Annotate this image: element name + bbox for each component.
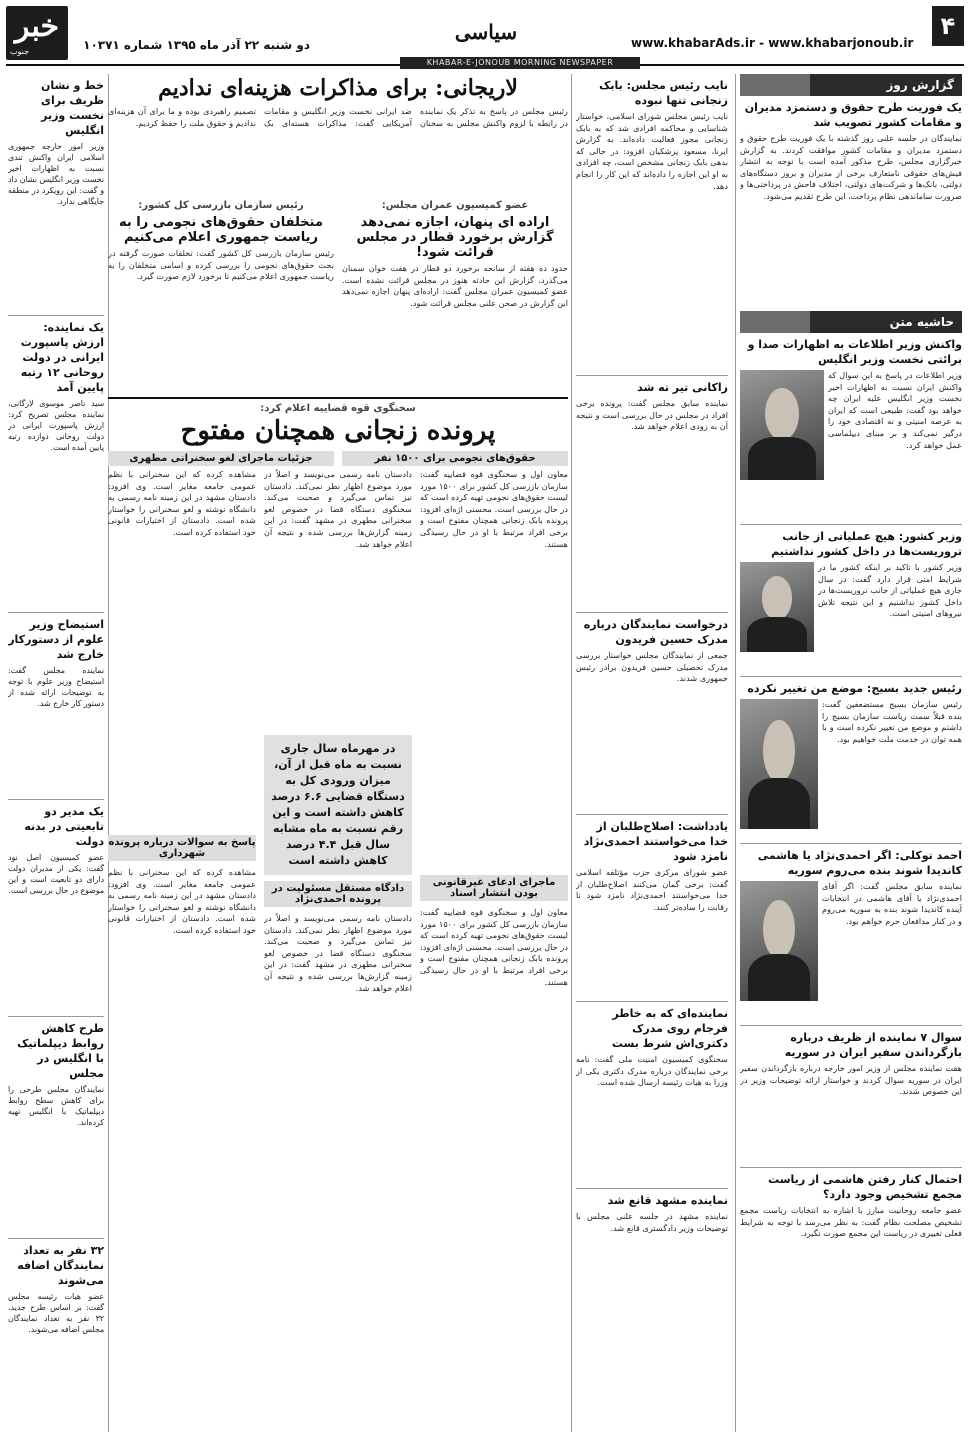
divider: [576, 612, 728, 613]
tavakoli-photo: [740, 881, 818, 1001]
brief-body: عضو هیات رئیسه مجلس گفت: بر اساس طرح جدید، ۳۲ نفر به تعداد نمایندگان مجلس اضافه می‌شوند.: [8, 1292, 104, 1334]
report-of-day-header: گزارش روز: [740, 74, 962, 96]
divider: [740, 676, 962, 677]
brief-body: عضو کمیسیون اصل نود گفت: یکی از مدیران دولت دارای دو تابعیت است و این موضوع در حال بررسی است.: [8, 853, 104, 895]
lead-headline[interactable]: لاریجانی: برای مذاکرات هزینه‌ای ندادیم: [158, 75, 518, 101]
article-headline[interactable]: درخواست نمایندگان درباره مدرک حسین فریدون: [583, 618, 728, 646]
lead-body: رئیس مجلس در پاسخ به تذکر یک نماینده در رابطه با لزوم واکنش مجلس به سخنان ضد ایرانی نخست وزیر انگلیس و مقامات آمریکایی گفت: مذاکرات هسته‌ای یک تصمیم راهبردی بوده و ما برای آن هزینه‌ای ندادیم و حقوق ملت را حفظ کردیم.: [108, 106, 568, 128]
divider: [576, 1001, 728, 1002]
subhead-tag: حقوق‌های نجومی برای ۱۵۰۰ نفر: [342, 451, 568, 466]
big-story-body: مشاهده کرده که این سخنرانی با نظم عمومی جامعه مغایر است. وی افزود: دادستان مشهد در این زمینه نامه رسمی به دانشگاه نوشته و لغو سخنرانی را خواستار شده است. دادستان از اختیارات قانونی خود استفاده کرده است.: [108, 867, 256, 935]
divider: [8, 1016, 104, 1017]
issue-date: دو شنبه ۲۲ آذر ماه ۱۳۹۵ شماره ۱۰۳۷۱: [83, 38, 310, 52]
big-story-col-b: [264, 469, 412, 1289]
page-number: ۴: [932, 6, 964, 46]
divider: [740, 524, 962, 525]
divider: [740, 1167, 962, 1168]
story-body: رئیس سازمان بازرسی کل کشور گفت: تخلفات صورت گرفته در بحث حقوق‌های نجومی را بررسی کرده و اسامی متخلفان را به ریاست جمهوری اعلام می‌کنیم تا برخورد لازم صورت گیرد.: [108, 248, 334, 282]
article-headline[interactable]: نایب رئیس مجلس: بابک زنجانی تنها نبوده: [599, 79, 728, 107]
article-headline[interactable]: نماینده مشهد قانع شد: [607, 1194, 728, 1207]
column-divider: [571, 74, 572, 1432]
brief-headline[interactable]: ۳۲ نفر به تعداد نمایندگان اضافه می‌شوند: [17, 1244, 104, 1287]
big-story-body: دادستان نامه رسمی می‌نویسد و اصلاً در مورد موضوع اظهار نظر نمی‌کند. دادستان نیز تماس می‌گیرد و صحبت می‌کند. سخنگوی دستگاه قضا در خصوص لغو سخنرانی مطهری در مشهد گفت: در این زمینه گزارش‌ها بررسی شده و نتیجه آن اعلام خواهد شد.: [264, 913, 412, 993]
report-headline[interactable]: یک فوریت طرح حقوق و دستمزد مدیران و مقامات کشور تصویب شد: [744, 101, 962, 129]
divider: [740, 843, 962, 844]
article-body: عضو شورای مرکزی حزب مؤتلفه اسلامی گفت: برخی گمان می‌کنند اصلاح‌طلبان از خدا می‌خواستند احمدی‌نژاد نامزد شود تا رقابت را ساده‌تر کنند.: [576, 867, 728, 912]
margin-body: عضو جامعه روحانیت مبارز با اشاره به انتخابات ریاست مجمع تشخیص مصلحت نظام گفت: به نظر می‌رسد با توجه به شرایط فعلی تغییری در ریاست این مجمع صورت نگیرد.: [740, 1205, 962, 1239]
margin-body: هفت نماینده مجلس از وزیر امور خارجه درباره بازگرداندن سفیر ایران در سوریه سوال کردند و خواستار ارائه توضیحات وزیر در این خصوص شدند.: [740, 1063, 962, 1097]
story-kicker: رئیس سازمان بازرسی کل کشور:: [138, 200, 304, 211]
masthead: [6, 6, 964, 64]
main-area: [108, 74, 568, 1432]
interior-minister-photo: [740, 562, 814, 652]
margin-headline[interactable]: رئیس جدید بسیج: موضع من تغییر نکرده: [747, 682, 962, 695]
article-body: جمعی از نمایندگان مجلس خواستار بررسی مدرک تحصیلی حسین فریدون برادر رئیس جمهوری شدند.: [576, 650, 728, 684]
brief-body: نمایندگان مجلس طرحی را برای کاهش سطح روابط دیپلماتیک با انگلیس تهیه کرده‌اند.: [8, 1085, 104, 1127]
big-story-col-a: [420, 469, 568, 1289]
margin-headline[interactable]: احمد توکلی: اگر احمدی‌نژاد یا هاشمی کاندیدا شوند بنده می‌روم سوریه: [757, 849, 962, 877]
inline-subhead: دادگاه مستقل مسئولیت در پرونده احمدی‌نژاد: [264, 881, 412, 907]
newspaper-strap: KHABAR-E-JONOUB MORNING NEWSPAPER: [400, 57, 640, 69]
big-story-col-c: [108, 469, 256, 1289]
divider: [576, 814, 728, 815]
brief-body: سید ناصر موسوی لارگانی، نماینده مجلس تصریح کرد: ارزش پاسپورت ایرانی در دولت روحانی دوازده رتبه پایین آمده است.: [8, 399, 104, 452]
pull-quote: در مهرماه سال جاری نسبت به ماه قبل از آن، میزان ورودی کل به دستگاه قضایی ۶.۶ درصد کاهش داشته است و این رقم نسبت به ماه مشابه سال قبل ۴.۴ درصد کاهش داشته است: [264, 735, 412, 875]
margin-headline[interactable]: واکنش وزیر اطلاعات به اظهارات صدا و برائتی نخست وزیر انگلیس: [747, 338, 962, 366]
brief-body: وزیر امور خارجه جمهوری اسلامی ایران واکنش تندی نسبت به اظهارات اخیر نخست وزیر انگلیس نشان داد و گفت: این رویکرد در منطقه جایگاهی ندارد.: [8, 142, 104, 206]
left-column: [8, 74, 104, 1432]
divider: [8, 799, 104, 800]
basij-chief-photo: [740, 699, 818, 829]
report-body: نمایندگان در جلسه علنی روز گذشته با یک فوریت طرح حقوق و دستمزد مدیران و مقامات کشور موافقت کردند. به گزارش خبرگزاری مجلس، طرح مذکور آمده است با توجه به انتشار فیش‌های حقوقی نامتعارف برخی از مدیران و بروز دستگاه‌های دولتی، بانک‌ها و شرکت‌های دولتی، اختلاف فاحش در پرداختی‌ها و ضرورت ساماندهی نظام پرداخت، این طرح تقدیم می‌شود.: [740, 133, 962, 201]
story-headline[interactable]: اراده ای پنهان، اجازه نمی‌دهد گزارش برخورد قطار در مجلس قرائت شود!: [356, 215, 554, 260]
newspaper-logo[interactable]: [6, 6, 68, 60]
margin-headline[interactable]: وزیر کشور: هیچ عملیاتی از جانب تروریست‌ها در داخل کشور نداشتیم: [771, 530, 962, 558]
divider: [8, 1238, 104, 1239]
minister-photo: [740, 370, 824, 480]
brief-headline[interactable]: طرح کاهش روابط دیپلماتیک با انگلیس در مجلس: [17, 1022, 104, 1080]
big-story-body: مشاهده کرده که این سخنرانی با نظم عمومی جامعه مغایر است. وی افزود: دادستان مشهد در این زمینه نامه رسمی به دانشگاه نوشته و لغو سخنرانی را خواستار شده است. دادستان از اختیارات قانونی خود استفاده کرده است.: [108, 469, 256, 537]
margin-headline[interactable]: سوال ۷ نماینده از ظریف درباره بازگرداندن سفیر ایران در سوریه: [784, 1031, 962, 1059]
divider: [8, 612, 104, 613]
subhead-tag: جزئیات ماجرای لغو سخنرانی مطهری: [108, 451, 334, 466]
inline-subhead: پاسخ به سوالات درباره پرونده شهرداری: [108, 837, 256, 859]
brief-headline[interactable]: خط و نشان ظریف برای نخست وزیر انگلیس: [40, 79, 104, 137]
article-body: نماینده مشهد در جلسه علنی مجلس با توضیحات وزیر دادگستری قانع شد.: [576, 1211, 728, 1233]
article-body: نماینده سابق مجلس گفت: پرونده برخی افراد در مجلس در حال بررسی است و نتیجه آن به زودی اعلام خواهد شد.: [576, 398, 728, 432]
divider: [576, 1188, 728, 1189]
brief-headline[interactable]: استیضاح وزیر علوم از دستورکار خارج شد: [8, 618, 104, 661]
margin-headline[interactable]: احتمال کنار رفتن هاشمی از ریاست مجمع تشخیص وجود دارد؟: [768, 1173, 962, 1201]
big-story-headline[interactable]: پرونده زنجانی همچنان مفتوح: [180, 416, 496, 446]
margin-box-header: حاشیه متن: [740, 311, 962, 333]
margin-body: وزیر کشور با تاکید بر اینکه کشور ما در شرایط امنی قرار دارد گفت: در سال جاری هیچ عملیاتی از جانب تروریست‌ها در داخل کشور نداشتیم و این نتیجه تلاش نیروهای امنیتی است.: [818, 562, 962, 619]
margin-body: نماینده سابق مجلس گفت: اگر آقای احمدی‌نژاد یا آقای هاشمی در انتخابات آینده کاندیدا شوند بنده به سوریه می‌روم و در کنار مدافعان حرم خواهم بود.: [822, 881, 962, 926]
train-story: [342, 200, 568, 393]
logo-subtext: جنوب: [10, 47, 30, 56]
divider: [576, 375, 728, 376]
second-column: [576, 74, 728, 1432]
big-story-body: دادستان نامه رسمی می‌نویسد و اصلاً در مورد موضوع اظهار نظر نمی‌کند. دادستان نیز تماس می‌گیرد و صحبت می‌کند. سخنگوی دستگاه قضا در خصوص لغو سخنرانی مطهری در مشهد گفت: در این زمینه گزارش‌ها بررسی شده و نتیجه آن اعلام خواهد شد.: [264, 469, 412, 549]
right-column: [740, 74, 962, 1432]
big-story-body: معاون اول و سخنگوی قوه قضاییه گفت: سازمان بازرسی کل کشور برای ۱۵۰۰ مورد لیست حقوق‌های نجومی تهیه کرده است که در حال بررسی است. محسنی اژه‌ای افزود: پرونده بابک زنجانی همچنان مفتوح است و برخی افراد مرتبط با او در حال رسیدگی هستند.: [420, 907, 568, 987]
inspection-story: [108, 200, 334, 393]
inline-subhead: ماجرای ادعای غیرقانونی بودن انتشار اسناد: [420, 875, 568, 901]
website-urls[interactable]: www.khabarAds.ir - www.khabarjonoub.ir: [631, 36, 914, 50]
section-title: سیاسی: [454, 20, 518, 44]
divider: [108, 397, 568, 399]
big-story-kicker: سخنگوی قوه قضاییه اعلام کرد:: [260, 403, 416, 414]
article-headline[interactable]: یادداشت: اصلاح‌طلبان از خدا می‌خواستند احمدی‌نژاد نامزد شود: [583, 820, 728, 863]
divider: [740, 1025, 962, 1026]
logo-text: خبر: [14, 9, 60, 44]
brief-headline[interactable]: یک نماینده: ارزش پاسپورت ایرانی در دولت روحانی ۱۲ رتبه پایین آمد: [20, 321, 104, 394]
article-headline[interactable]: نماینده‌ای که به‌ خاطر فرجام روی مدرک دکتری‌اش شرط بست: [611, 1007, 728, 1050]
story-kicker: عضو کمیسیون عمران مجلس:: [381, 200, 529, 211]
brief-body: نماینده مجلس گفت: استیضاح وزیر علوم با توجه به توضیحات ارائه شده از دستور کار خارج شد.: [8, 666, 104, 708]
story-headline[interactable]: متخلفان حقوق‌های نجومی را به ریاست جمهوری اعلام می‌کنیم: [118, 215, 324, 245]
brief-headline[interactable]: یک مدیر دو تابعیتی در بدنه دولت: [24, 805, 104, 848]
divider: [8, 315, 104, 316]
article-body: نایب رئیس مجلس شورای اسلامی، خواستار شناسایی و محاکمه افرادی شد که به بابک زنجانی مجوز فعالیت داده‌اند. به گزارش ایرنا، مسعود پزشکیان افزود: در حالی که بدهی بابک زنجانی مشخص است، چه افرادی به او این اجازه را داده‌اند که این کار را انجام دهد.: [576, 111, 728, 191]
margin-body: رئیس سازمان بسیج مستضعفین گفت: بنده قبلاً سمت ریاست سازمان بسیج را داشتم و موضع من تغییر نکرده است و با همه توان در خدمت ملت خواهیم بود.: [822, 699, 962, 744]
story-body: حدود ده هفته از سانحه برخورد دو قطار در هفت خوان سمنان می‌گذرد، گزارش این حادثه هنوز در مجلس قرائت نشده است. عضو کمیسیون عمران مجلس گفت: اراده‌ای پنهان اجازه نمی‌دهد این گزارش در صحن علنی مجلس قرائت شود.: [342, 263, 568, 308]
article-body: سخنگوی کمیسیون امنیت ملی گفت: نامه برخی نمایندگان درباره مدرک دکتری یکی از وزرا به هیات رئیسه ارسال شده است.: [576, 1054, 728, 1088]
big-story-body: معاون اول و سخنگوی قوه قضاییه گفت: سازمان بازرسی کل کشور برای ۱۵۰۰ مورد لیست حقوق‌های نجومی تهیه کرده است که در حال بررسی است. محسنی اژه‌ای افزود: پرونده بابک زنجانی همچنان مفتوح است و برخی افراد مرتبط با او در حال رسیدگی هستند.: [420, 469, 568, 549]
article-headline[interactable]: زاکانی تیر ته شد: [637, 381, 728, 394]
margin-body: وزیر اطلاعات در پاسخ به این سوال که واکنش ایران نسبت به اظهارات اخیر نخست وزیر انگلیس علیه ایران چه خواهد بود گفت: طبیعی است که ایران به عرصه امنیتی و نه اقتصادی خود را درگیر نمی‌کند و بر مبنای دیپلماسی عمل خواهد کرد.: [828, 370, 962, 450]
column-divider: [735, 74, 736, 1432]
